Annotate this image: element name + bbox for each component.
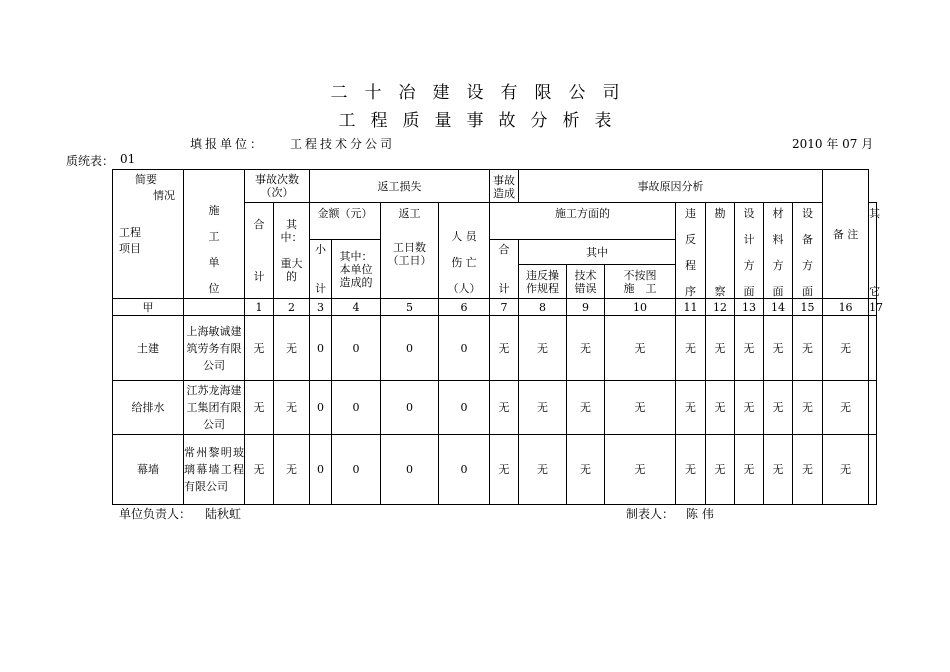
data-cell: 无 xyxy=(567,381,605,435)
remark-cell xyxy=(869,381,877,435)
data-cell: 0 xyxy=(439,316,490,381)
index-cell: 8 xyxy=(519,299,567,316)
company-title: 二十冶建设有限公司 xyxy=(330,83,637,103)
project-cell: 土建 xyxy=(113,316,184,381)
construction-total-header: 合 计 xyxy=(490,240,519,299)
form-title: 工程质量事故分析表 xyxy=(338,111,627,131)
table-row xyxy=(113,381,877,435)
table-row xyxy=(113,435,877,505)
violate-header: 违 反 程 序 xyxy=(676,203,706,299)
equipment-header: 设 备 方 面 xyxy=(793,203,823,299)
data-cell: 无 xyxy=(245,381,274,435)
form-number: 01 xyxy=(120,152,136,166)
remark-cell xyxy=(869,316,877,381)
data-cell: 无 xyxy=(706,435,735,505)
data-cell: 无 xyxy=(274,316,310,381)
data-cell: 0 xyxy=(439,381,490,435)
data-cell: 无 xyxy=(567,435,605,505)
data-cell: 无 xyxy=(793,316,823,381)
index-cell: 6 xyxy=(439,299,490,316)
data-cell: 无 xyxy=(490,435,519,505)
no-drawing-header: 不按图 施 工 xyxy=(605,265,676,299)
data-cell: 无 xyxy=(274,435,310,505)
data-cell: 无 xyxy=(519,381,567,435)
responsible-name: 陆秋虹 xyxy=(205,507,242,521)
corner-bottom-label-2: 项目 xyxy=(119,242,141,255)
data-cell: 无 xyxy=(274,381,310,435)
casualty-top-header: 事故造成 xyxy=(490,170,519,203)
accident-analysis-table xyxy=(112,169,884,505)
material-header: 材 料 方 面 xyxy=(764,203,793,299)
data-cell: 0 xyxy=(332,381,381,435)
report-date: 2010 年 07 月 xyxy=(792,137,874,151)
other-header: 其 它 xyxy=(869,203,877,299)
construction-header: 施工方面的 xyxy=(490,203,676,240)
unit-header: 施 工 单 位 xyxy=(184,170,245,299)
index-cell: 16 xyxy=(823,299,869,316)
unit-cell: 江苏龙海建工集团有限公司 xyxy=(184,381,245,435)
data-cell: 无 xyxy=(245,316,274,381)
index-cell: 11 xyxy=(676,299,706,316)
responsible-label: 单位负责人： xyxy=(119,507,192,521)
index-cell: 4 xyxy=(332,299,381,316)
rework-days-header xyxy=(381,203,439,299)
data-cell: 无 xyxy=(735,316,764,381)
casualty-header: 人 员 伤 亡 （人） xyxy=(439,203,490,299)
data-cell: 无 xyxy=(764,435,793,505)
table-row xyxy=(113,316,877,381)
index-cell: 17 xyxy=(869,300,884,314)
data-cell: 0 xyxy=(381,316,439,381)
subtotal-header: 小 计 xyxy=(310,240,332,299)
index-cell: 14 xyxy=(764,299,793,316)
data-cell: 无 xyxy=(735,435,764,505)
remark-header: 备 注 xyxy=(823,170,869,299)
index-cell: 3 xyxy=(310,299,332,316)
remark-cell xyxy=(869,435,877,505)
data-cell: 0 xyxy=(310,316,332,381)
project-cell: 给排水 xyxy=(113,381,184,435)
data-cell: 无 xyxy=(823,316,869,381)
index-cell: 2 xyxy=(274,299,310,316)
index-cell: 7 xyxy=(490,299,519,316)
data-cell: 无 xyxy=(823,381,869,435)
corner-bottom-label: 工程 xyxy=(119,226,141,239)
unit-cell: 常州黎明玻璃幕墙工程有限公司 xyxy=(184,435,245,505)
data-cell: 无 xyxy=(676,381,706,435)
data-cell: 0 xyxy=(332,435,381,505)
data-cell: 0 xyxy=(310,435,332,505)
index-cell xyxy=(184,299,245,316)
total-times-header: 合 计 xyxy=(245,203,274,299)
data-cell: 无 xyxy=(793,435,823,505)
data-cell: 无 xyxy=(735,381,764,435)
violate-procedure-header: 违反操 作规程 xyxy=(519,265,567,299)
fill-unit-label: 填报单位： xyxy=(190,137,266,151)
data-cell: 无 xyxy=(706,381,735,435)
data-cell: 无 xyxy=(706,316,735,381)
data-cell: 无 xyxy=(605,435,676,505)
corner-cell xyxy=(113,170,184,299)
major-header: 其 中： 重大 的 xyxy=(274,203,310,299)
index-cell: 12 xyxy=(706,299,735,316)
data-cell: 无 xyxy=(605,316,676,381)
data-cell: 无 xyxy=(764,381,793,435)
tech-error-header: 技术 错误 xyxy=(567,265,605,299)
index-cell: 13 xyxy=(735,299,764,316)
preparer-label: 制表人： xyxy=(626,507,675,521)
index-cell: 9 xyxy=(567,299,605,316)
index-row xyxy=(113,299,877,316)
data-cell: 无 xyxy=(676,316,706,381)
project-cell: 幕墙 xyxy=(113,435,184,505)
corner-top-label: 简要 xyxy=(135,173,157,186)
data-cell: 无 xyxy=(567,316,605,381)
index-cell: 15 xyxy=(793,299,823,316)
data-cell: 无 xyxy=(490,316,519,381)
own-caused-header: 其中： 本单位 造成的 xyxy=(332,240,381,299)
data-cell: 无 xyxy=(490,381,519,435)
data-cell: 无 xyxy=(605,381,676,435)
data-cell: 0 xyxy=(310,381,332,435)
index-cell: 1 xyxy=(245,299,274,316)
rework-header: 返工损失 xyxy=(310,170,490,203)
times-header: 事故次数 （次） xyxy=(245,170,310,203)
index-cell: 甲 xyxy=(113,299,184,316)
rework-days-label: 工日数 （工日） xyxy=(387,241,432,267)
cause-header: 事故原因分析 xyxy=(519,170,823,203)
data-cell: 无 xyxy=(245,435,274,505)
data-cell: 0 xyxy=(381,435,439,505)
index-cell: 10 xyxy=(605,299,676,316)
data-cell: 0 xyxy=(439,435,490,505)
among-header: 其中 xyxy=(519,240,676,265)
data-cell: 无 xyxy=(793,381,823,435)
corner-top-label-2: 情况 xyxy=(153,189,175,202)
rework-days-top: 返工 xyxy=(398,207,421,220)
data-cell: 无 xyxy=(823,435,869,505)
data-cell: 0 xyxy=(381,381,439,435)
design-header: 设 计 方 面 xyxy=(735,203,764,299)
data-cell: 无 xyxy=(519,316,567,381)
fill-unit-value: 工程技术分公司 xyxy=(290,137,396,151)
amount-header: 金额（元） xyxy=(310,203,381,240)
unit-cell: 上海敏诚建筑劳务有限公司 xyxy=(184,316,245,381)
data-cell: 无 xyxy=(676,435,706,505)
data-cell: 0 xyxy=(332,316,381,381)
data-cell: 无 xyxy=(519,435,567,505)
data-cell: 无 xyxy=(764,316,793,381)
index-cell: 5 xyxy=(381,299,439,316)
preparer-name: 陈 伟 xyxy=(686,507,714,521)
form-label: 质统表： xyxy=(66,154,115,168)
survey-header: 勘 察 xyxy=(706,203,735,299)
